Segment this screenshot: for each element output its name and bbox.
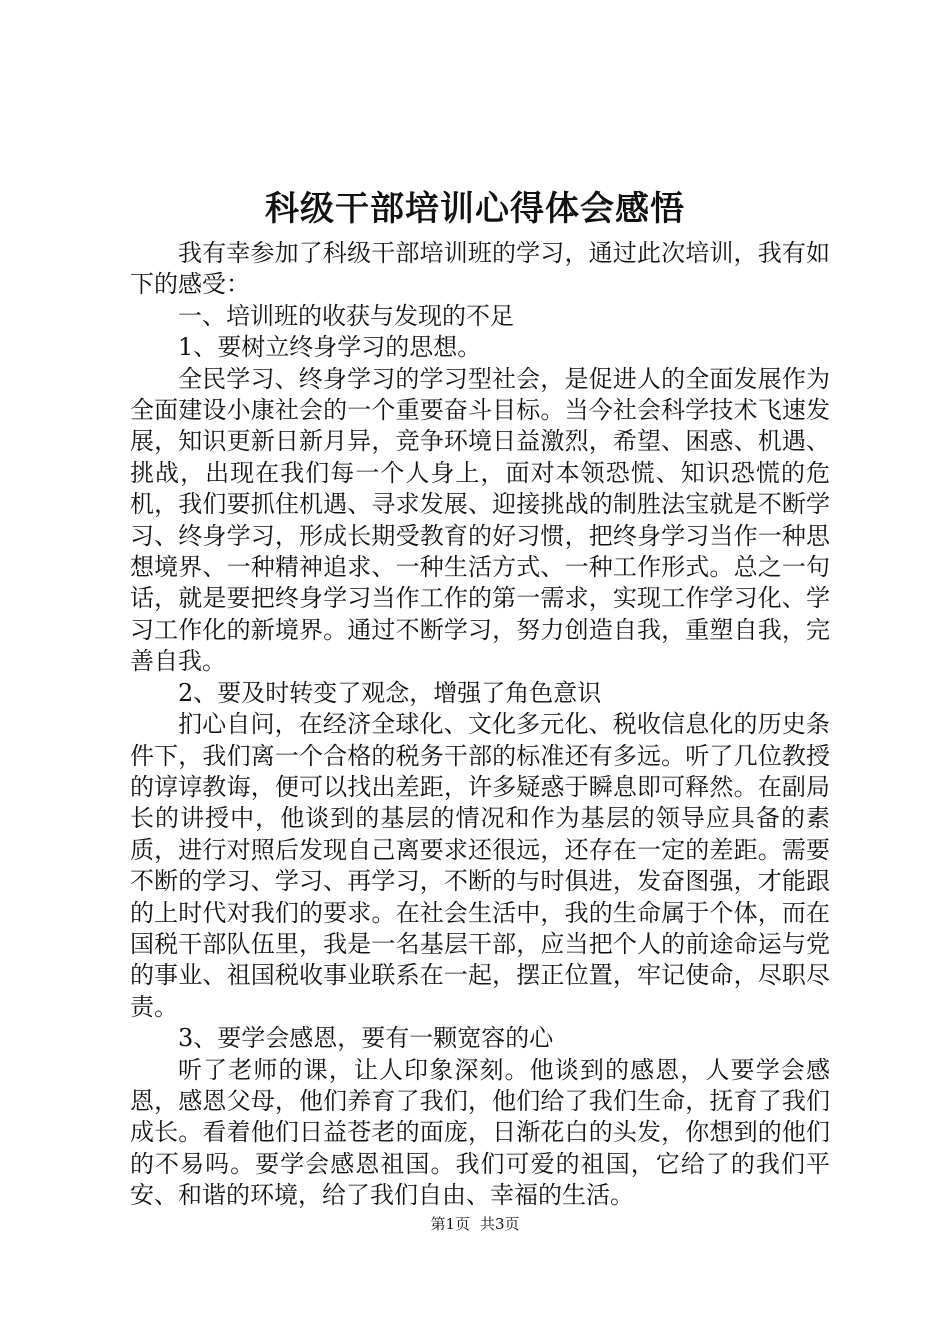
paragraph-lifelong-learning: 全民学习、终身学习的学习型社会，是促进人的全面发展作为全面建设小康社会的一个重要奋斗目标。当今社会科学技术飞速发展，知识更新日新月异，竞争环境日益激烈，希望、困惑、机遇、挑战，出现在我们每一个人身上，面对本领恐慌、知识恐慌的危机，我们要抓住机遇、寻求发展、迎接挑战的制胜法宝就是不断学习、终身学习，形成长期受教育的好习惯，把终身学习当作一种思想境界、一种精神追求、一种生活方式、一种工作形式。总之一句话，就是要把终身学习当作工作的第一需求，实现工作学习化、学习工作化的新境界。通过不断学习，努力创造自我，重塑自我，完善自我。 [130, 364, 830, 676]
subheading-2: 2、要及时转变了观念，增强了角色意识 [178, 678, 602, 707]
page-number: 第1页 [430, 1215, 470, 1233]
paragraph-role-awareness: 扪心自问，在经济全球化、文化多元化、税收信息化的历史条件下，我们离一个合格的税务干部的标准还有多远。听了几位教授的谆谆教诲，便可以找出差距，许多疑惑于瞬息即可释然。在副局长的讲授中，他谈到的基层的情况和作为基层的领导应具备的素质，进行对照后发现自己离要求还很远，还存在一定的差距。需要不断的学习、学习、再学习，不断的与时俱进，发奋图强，才能跟的上时代对我们的要求。在社会生活中，我的生命属于个体，而在国税干部队伍里，我是一名基层干部，应当把个人的前途命运与党的事业、祖国税收事业联系在一起，摆正位置，牢记使命，尽职尽责。 [130, 710, 830, 1021]
paragraph-gratitude: 听了老师的课，让人印象深刻。他谈到的感恩，人要学会感恩，感恩父母，他们养育了我们，他们给了我们生命，抚育了我们成长。看着他们日益苍老的面庞，日渐花白的头发，你想到的他们的不易吗。要学会感恩祖国。我们可爱的祖国，它给了的我们平安、和谐的环境，给了我们自由、幸福的生活。 [130, 1055, 830, 1210]
document-title: 科级干部培训心得体会感悟 [265, 189, 685, 229]
page-total: 共3页 [480, 1215, 520, 1233]
section-heading-1: 一、培训班的收获与发现的不足 [178, 301, 514, 330]
page-footer [0, 1214, 950, 1234]
subheading-1: 1、要树立终身学习的思想。 [178, 333, 482, 362]
paragraph-intro: 我有幸参加了科级干部培训班的学习，通过此次培训，我有如下的感受： [130, 239, 830, 299]
subheading-3: 3、要学会感恩，要有一颗宽容的心 [178, 1024, 554, 1053]
document-body [130, 238, 830, 1212]
